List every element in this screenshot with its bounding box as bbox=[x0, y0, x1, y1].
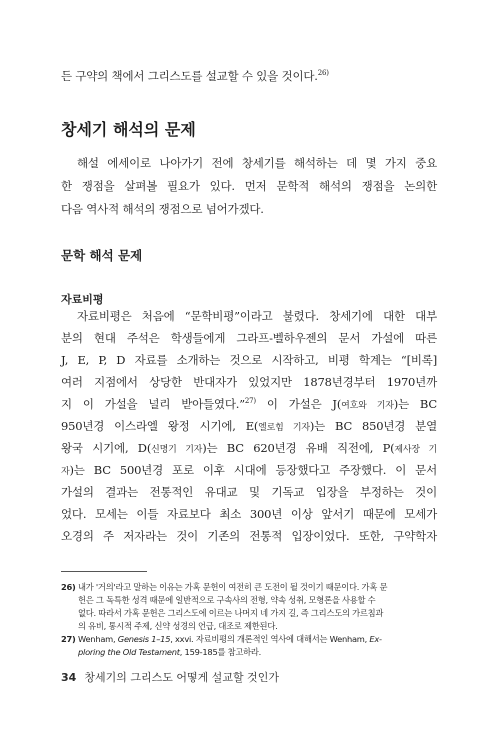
footnote-26-line-4: 의 유비, 통시적 주제, 신약 성경의 언급, 대조로 제한된다. bbox=[78, 621, 278, 631]
footnote-27-b: , xxvi. 자료비평의 개론적인 역사에 대해서는 Wenham, bbox=[170, 634, 370, 644]
footnote-27-number: 27) bbox=[61, 634, 76, 644]
intro-line-3: 다음 역사적 해석의 쟁점으로 넘어가겠다. bbox=[61, 202, 264, 216]
footnote-26-line-2: 헌은 그 독특한 성격 때문에 일반적으로 구속사의 전형, 약속 성취, 모형론을 사용할 수 bbox=[78, 595, 376, 605]
body-line-7-small-2: 제사장 기 bbox=[394, 445, 438, 455]
body-line-9: 가설의 결과는 전통적인 유대교 및 기독교 입장을 부정하는 것이 bbox=[61, 485, 437, 499]
body-line-5-small: 여호와 기자 bbox=[341, 401, 394, 411]
body-line-4: 여러 지점에서 상당한 반대자가 있었지만 1878년경부터 1970년까 bbox=[61, 375, 437, 389]
page-number: 34 bbox=[61, 671, 77, 684]
body-line-10: 었다. 모세는 이들 자료보다 최소 300년 이상 앞서기 때문에 모세가 bbox=[61, 507, 437, 521]
footnote-26-line-1 bbox=[61, 581, 437, 594]
section-title: 창세기 해석의 문제 bbox=[61, 120, 196, 139]
body-line-8-small: 자 bbox=[61, 467, 70, 477]
footnote-divider bbox=[61, 571, 147, 572]
footnote-27-italic: Genesis 1–15 bbox=[117, 634, 171, 644]
continued-text: 든 구약의 책에서 그리스도를 설교할 수 있을 것이다. bbox=[61, 69, 318, 83]
footnote-27-l2-b: , 159-185를 참고하라. bbox=[179, 647, 262, 657]
body-line-3: J, E, P, D 자료를 소개하는 것으로 시작하고, 비평 학계는 “[비록] bbox=[61, 353, 437, 367]
body-line-5-c: )는 BC bbox=[393, 397, 437, 411]
body-line-7-b: )는 BC 620년경 유배 직전에, P( bbox=[202, 441, 395, 455]
body-line-5-a: 지 이 가설을 널리 받아들였다.” bbox=[61, 397, 245, 411]
footnote-27-line-2 bbox=[78, 646, 437, 659]
body-line-6 bbox=[61, 418, 437, 436]
continued-text-line bbox=[61, 68, 437, 84]
body-line-6-small: 엘로힘 기자 bbox=[258, 423, 310, 433]
footnote-ref-27[interactable]: 27) bbox=[244, 397, 256, 405]
intro-line-1: 해설 에세이로 나아가기 전에 창세기를 해석하는 데 몇 가지 중요 bbox=[77, 156, 437, 170]
body-line-11: 오경의 주 저자라는 것이 기존의 전통적 입장이었다. 또한, 구약학자 bbox=[61, 529, 437, 543]
intro-line-2: 한 쟁점을 살펴볼 필요가 있다. 먼저 문학적 해석의 쟁점을 논의한 bbox=[61, 179, 437, 193]
footnote-27-italic-2: Ex- bbox=[369, 634, 382, 644]
body-line-7-small: 신명기 기자 bbox=[151, 445, 203, 455]
body-line-2: 분의 현대 주석은 학생들에게 그라프-벨하우젠의 문서 가설에 따른 bbox=[61, 331, 437, 345]
footnote-27-a: Wenham, bbox=[77, 634, 118, 644]
body-line-5 bbox=[61, 396, 437, 414]
footnote-27-l2-italic: ploring the Old Testament bbox=[78, 647, 180, 657]
body-line-1: 자료비평은 처음에 “문학비평”이라고 불렸다. 창세기에 대한 대부 bbox=[77, 309, 437, 323]
body-line-8-b: )는 BC 500년경 포로 이후 시대에 등장했다고 주장했다. 이 문서 bbox=[69, 463, 437, 477]
footnote-26-text-1: 내가 '거의'라고 말하는 이유는 가혹 문헌이 여전히 큰 도전이 될 것이기 때문이다. 가혹 문 bbox=[77, 582, 388, 592]
body-line-6-b: )는 BC 850년경 분열 bbox=[309, 419, 437, 433]
body-line-5-b: 이 가설은 J( bbox=[255, 397, 342, 411]
footnote-27-line-1 bbox=[61, 633, 437, 646]
subsubsection-title: 자료비평 bbox=[61, 293, 104, 306]
body-line-7 bbox=[61, 440, 437, 458]
subsection-title: 문학 해석 문제 bbox=[61, 248, 143, 263]
body-line-6-a: 950년경 이스라엘 왕정 시기에, E( bbox=[61, 419, 259, 433]
body-line-7-a: 왕국 시기에, D( bbox=[61, 441, 152, 455]
footnote-ref-26[interactable]: 26) bbox=[317, 69, 329, 77]
footnote-26-line-3: 없다. 따라서 가혹 문헌은 그리스도에 이르는 나머지 네 가지 길, 즉 그리스도의 가르침과 bbox=[78, 608, 384, 618]
body-line-8 bbox=[61, 462, 437, 480]
running-title: 창세기의 그리스도 어떻게 설교할 것인가 bbox=[84, 671, 279, 684]
footnote-26-number: 26) bbox=[61, 582, 76, 592]
page-footer bbox=[61, 669, 279, 685]
